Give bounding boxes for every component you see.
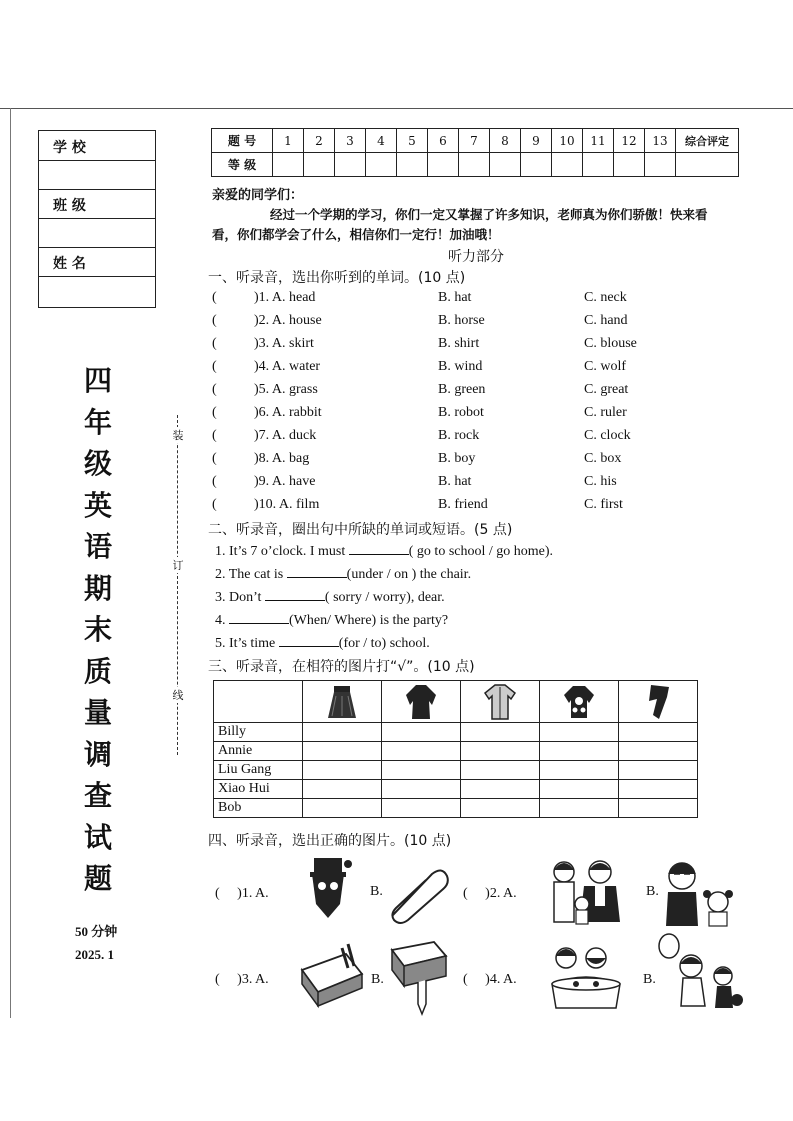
option-b: B. boy [438,451,476,466]
title-char: 四 [83,364,112,397]
school-label: 学 校 [53,140,86,156]
score-header-cell: 1 [273,129,304,153]
score-header-cell: 10 [552,129,583,153]
wizard-pencil-icon [298,852,358,922]
name-field[interactable] [39,276,155,305]
grade-cell[interactable] [676,153,739,177]
class-label: 班 级 [53,198,86,214]
coat-icon [404,683,438,721]
option-b: B. hat [438,290,472,305]
score-header-cell: 13 [645,129,676,153]
binding-char: 线 [172,689,184,702]
option-b: B. green [438,382,486,397]
student-info-box [38,130,156,308]
option-a: )3. A. skirt [254,336,314,351]
option-c: C. box [584,451,622,466]
check-cell[interactable] [619,780,698,799]
score-table [211,128,739,177]
title-char: 语 [83,530,112,563]
pencil-box-open-icon [296,940,368,1012]
score-header-cell: 4 [366,129,397,153]
option-b: B. friend [438,497,488,512]
top-rule [0,108,793,109]
check-cell[interactable] [382,742,461,761]
title-char: 质 [83,654,112,688]
q4-heading: 四、听录音，选出正确的图片。(10 点) [208,833,452,849]
title-char: 题 [83,862,112,895]
q4-item-2: ( )2. A. [463,886,517,901]
q2-item: 4. (When/ Where) is the party? [215,613,449,628]
check-cell[interactable] [619,723,698,742]
option-c: C. hand [584,313,628,328]
check-cell[interactable] [540,742,619,761]
grade-cell[interactable] [335,153,366,177]
check-cell[interactable] [540,799,619,818]
answer-paren[interactable]: ( [212,474,217,489]
option-a: )7. A. duck [254,428,317,443]
check-cell[interactable] [461,742,540,761]
title-char: 级 [83,447,112,480]
mother-daughter-icon [660,852,740,932]
check-cell[interactable] [461,761,540,780]
score-header-cell: 3 [335,129,366,153]
option-b: B. hat [438,474,472,489]
score-header-cell: 9 [521,129,552,153]
option-a: )5. A. grass [254,382,318,397]
total-label: 综合评定 [676,129,739,153]
option-b: B. wind [438,359,483,374]
question-number-label: 题 号 [212,129,273,153]
option-c: C. his [584,474,617,489]
check-cell[interactable] [382,799,461,818]
intro-line-1: 经过一个学期的学习，你们一定又掌握了许多知识，老师真为你们骄傲！快来看 [270,207,708,222]
exam-title [74,360,122,900]
answer-blank[interactable] [287,565,347,578]
check-cell[interactable] [619,742,698,761]
grade-cell[interactable] [552,153,583,177]
student-name: Liu Gang [214,761,303,780]
binding-char: 装 [172,429,184,442]
answer-paren[interactable]: ( [212,497,217,512]
q2-heading: 二、听录音，圈出句中所缺的单词或短语。(5 点) [208,522,513,538]
sweater-icon [562,683,596,721]
check-cell[interactable] [382,780,461,799]
pic-header-cell [619,681,698,723]
option-b: B. rock [438,428,480,443]
grade-cell[interactable] [490,153,521,177]
option-c: C. first [584,497,623,512]
answer-paren[interactable]: ( [212,405,217,420]
title-char: 调 [83,737,112,771]
student-name: Annie [214,742,303,761]
pic-header-cell [303,681,382,723]
answer-blank[interactable] [349,542,409,555]
option-a: )1. A. head [254,290,316,305]
q4-option-b: B. [643,972,656,987]
answer-paren[interactable]: ( [212,451,217,466]
answer-paren[interactable]: ( [212,359,217,374]
check-cell[interactable] [461,780,540,799]
option-c: C. neck [584,290,627,305]
q4-option-b: B. [371,972,384,987]
check-cell[interactable] [303,780,382,799]
exam-date: 2025. 1 [75,947,114,962]
grade-label: 等 级 [212,153,273,177]
grade-cell[interactable] [583,153,614,177]
option-c: C. ruler [584,405,627,420]
score-header-cell: 7 [459,129,490,153]
title-char: 查 [83,779,112,812]
shirt-icon [483,683,517,721]
q2-item: 1. It’s 7 o’clock. I must ( go to school / go home). [215,544,554,559]
check-cell[interactable] [303,742,382,761]
binding-line [171,415,185,755]
kids-playing-ball-icon [655,930,745,1014]
section-title: 听力部分 [448,249,504,265]
grade-cell[interactable] [521,153,552,177]
q4-item-1: ( )1. A. [215,886,269,901]
school-field[interactable] [39,160,155,190]
pic-header-cell [540,681,619,723]
left-rule [10,108,11,1018]
intro-line-2: 看，你们都学会了什么，相信你们一定行！加油哦！ [212,227,500,242]
check-cell[interactable] [540,780,619,799]
score-header-cell: 8 [490,129,521,153]
check-cell[interactable] [619,799,698,818]
check-cell[interactable] [540,761,619,780]
pic-header-cell [382,681,461,723]
answer-blank[interactable] [229,611,289,624]
student-name: Xiao Hui [214,780,303,799]
pic-header-cell [461,681,540,723]
name-label: 姓 名 [53,256,86,272]
score-header-cell: 2 [304,129,335,153]
score-header-cell: 5 [397,129,428,153]
pants-icon [641,683,675,721]
pencil-under-box-icon [388,940,450,1016]
check-cell[interactable] [303,723,382,742]
class-field[interactable] [39,218,155,248]
class-row [39,189,155,219]
q4-option-b: B. [646,884,659,899]
option-c: C. wolf [584,359,626,374]
check-cell[interactable] [382,723,461,742]
q4-item-4: ( )4. A. [463,972,517,987]
grade-cell[interactable] [273,153,304,177]
option-c: C. clock [584,428,631,443]
q3-picture-table [213,680,698,818]
name-row [39,247,155,277]
skirt-icon [326,684,358,720]
option-a: )9. A. have [254,474,316,489]
option-a: )6. A. rabbit [254,405,322,420]
title-char: 年 [83,405,112,439]
q4-item-3: ( )3. A. [215,972,269,987]
grade-cell[interactable] [459,153,490,177]
corner-cell [214,681,303,723]
grade-cell[interactable] [304,153,335,177]
grade-cell[interactable] [614,153,645,177]
title-char: 量 [83,696,112,729]
option-c: C. blouse [584,336,637,351]
dinner-table-icon [546,940,626,1012]
title-char: 试 [83,820,112,854]
grade-cell[interactable] [397,153,428,177]
binding-char: 订 [172,559,184,572]
greeting: 亲爱的同学们： [212,188,304,203]
family-group-icon [548,852,628,932]
check-cell[interactable] [382,761,461,780]
option-a: )8. A. bag [254,451,310,466]
option-b: B. shirt [438,336,480,351]
grade-cell[interactable] [428,153,459,177]
check-cell[interactable] [303,799,382,818]
q4-option-b: B. [370,884,383,899]
score-header-cell: 12 [614,129,645,153]
option-a: )10. A. film [254,497,320,512]
answer-blank[interactable] [279,634,339,647]
q2-item: 3. Don’t ( sorry / worry), dear. [215,590,445,605]
option-a: )4. A. water [254,359,321,374]
grade-cell[interactable] [645,153,676,177]
grade-cell[interactable] [366,153,397,177]
title-char: 期 [83,571,112,605]
check-cell[interactable] [619,761,698,780]
q3-heading: 三、听录音，在相符的图片打“√”。(10 点) [208,659,475,675]
answer-blank[interactable] [265,588,325,601]
paper-clip-icon [382,866,452,926]
check-cell[interactable] [540,723,619,742]
check-cell[interactable] [303,761,382,780]
q2-item: 2. The cat is (under / on ) the chair. [215,567,472,582]
answer-paren[interactable]: ( [212,428,217,443]
answer-paren[interactable]: ( [212,382,217,397]
q2-item: 5. It’s time (for / to) school. [215,636,430,651]
student-name: Bob [214,799,303,818]
option-b: B. horse [438,313,485,328]
answer-paren[interactable]: ( [212,336,217,351]
option-c: C. great [584,382,629,397]
answer-paren[interactable]: ( [212,290,217,305]
student-name: Billy [214,723,303,742]
score-header-cell: 11 [583,129,614,153]
check-cell[interactable] [461,723,540,742]
check-cell[interactable] [461,799,540,818]
score-header-cell: 6 [428,129,459,153]
q1-heading: 一、听录音，选出你听到的单词。(10 点) [208,270,466,286]
answer-paren[interactable]: ( [212,313,217,328]
option-a: )2. A. house [254,313,322,328]
exam-duration: 50 分钟 [75,924,118,939]
title-char: 末 [83,613,112,646]
school-row [39,131,155,161]
title-char: 英 [83,488,112,522]
option-b: B. robot [438,405,484,420]
